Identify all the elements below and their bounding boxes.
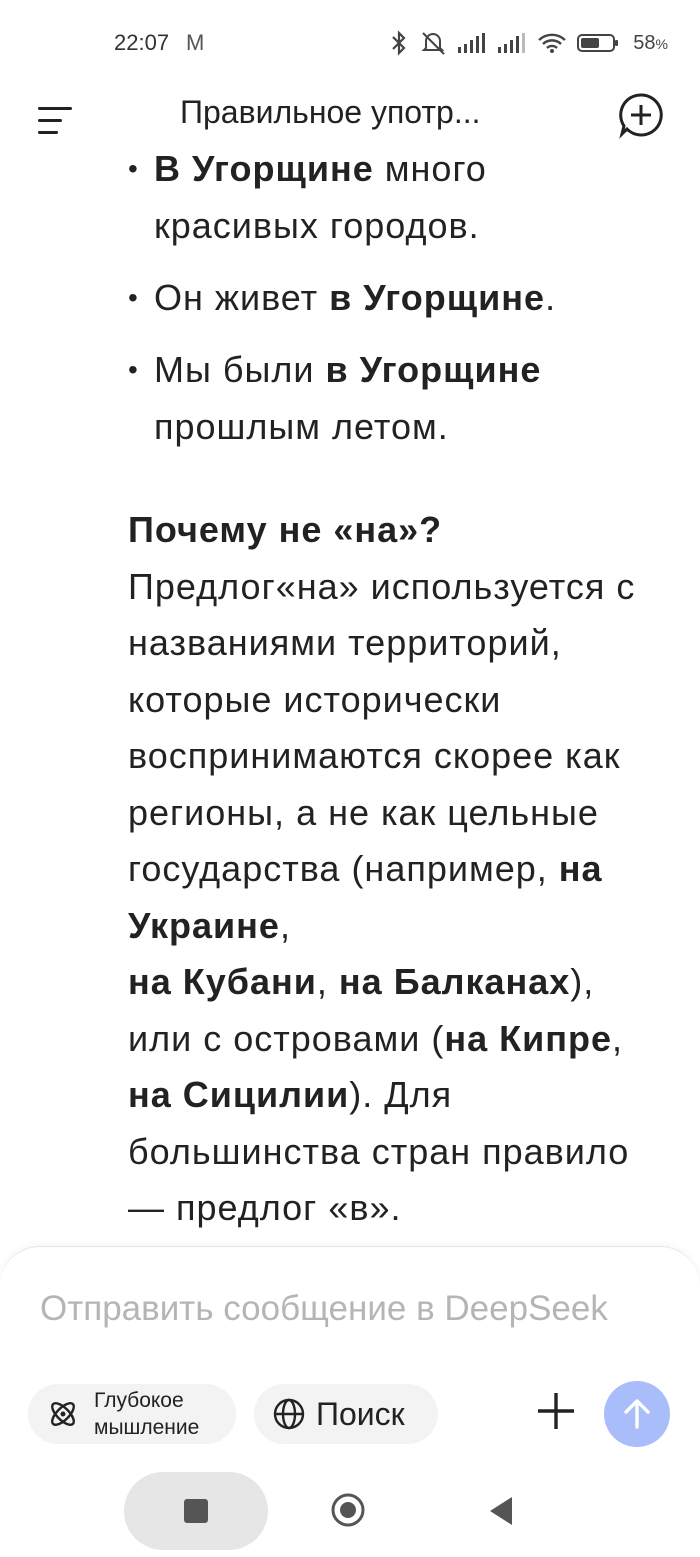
home-icon [330,1492,366,1528]
arrow-up-icon [620,1397,654,1431]
plus-icon [534,1389,578,1433]
deep-thinking-label: Глубокое мышление [94,1389,200,1439]
bold-phrase: в Угорщине [325,349,542,390]
battery-icon [577,32,619,54]
bold-phrase: на Балканах [338,961,571,1002]
list-item-text: Мы были [154,349,326,390]
paragraph-text: , [612,1017,624,1059]
hamburger-menu-icon [38,107,72,110]
explanation-paragraph [128,502,668,1237]
list-item [128,269,648,326]
signal-icon [497,32,527,54]
chat-plus-icon [616,90,666,140]
list-item-text: прошлым летом. [154,406,449,447]
bold-phrase: на Сицилии [128,1074,350,1115]
paragraph-text: Предлог«на» используется с названиями территорий, которые исторически воспринимаются скорее как регионы, а не как цельные государства (например, [128,565,636,889]
list-item [128,341,648,455]
bluetooth-icon [389,30,409,56]
app-header [0,86,700,146]
wifi-icon [537,32,567,54]
bold-phrase: В Угорщине [154,148,374,189]
list-item [128,140,648,254]
list-item-text: . [545,277,557,318]
silent-icon [419,30,447,56]
search-label: Поиск [316,1395,405,1432]
bold-phrase: в Угорщине [329,277,546,318]
recents-icon [184,1499,208,1523]
system-navigation-bar [0,1466,700,1556]
paragraph-text: ), или с островами ( [128,961,595,1059]
hamburger-menu-icon-line [38,119,62,122]
home-button[interactable] [330,1492,366,1528]
chat-title[interactable]: Правильное употр... [180,94,481,130]
globe-icon [272,1397,306,1431]
mail-icon: M [186,30,205,55]
back-icon [486,1494,516,1528]
menu-button[interactable] [34,96,78,132]
paragraph-text: ). Для большинства стран правило — предлог «в». [128,1074,630,1228]
paragraph-text: , [279,904,291,946]
message-input[interactable] [40,1289,660,1329]
battery-percent: 58% [633,31,668,54]
list-item-text: много красивых городов. [154,148,487,246]
new-chat-button[interactable] [616,90,666,140]
example-list [128,140,648,455]
search-toggle[interactable] [254,1384,438,1444]
send-button[interactable] [604,1381,670,1447]
recents-button[interactable] [124,1472,268,1550]
deep-thinking-toggle[interactable] [28,1384,236,1444]
bold-phrase: на Украине [128,848,603,946]
back-button[interactable] [486,1494,516,1528]
list-item-text: Он живет [154,277,330,318]
bold-phrase: на Кубани [128,961,317,1002]
attach-button[interactable] [534,1389,578,1433]
signal-icon [457,32,487,54]
status-time: 22:07 [114,30,170,55]
hamburger-menu-icon-line [38,131,58,134]
status-bar [0,0,700,86]
bold-phrase: на Кипре [444,1017,613,1059]
atom-icon [46,1397,80,1431]
status-icons [389,30,668,56]
explanation-heading: Почему не «на»? [128,509,443,550]
paragraph-text: , [316,961,339,1002]
